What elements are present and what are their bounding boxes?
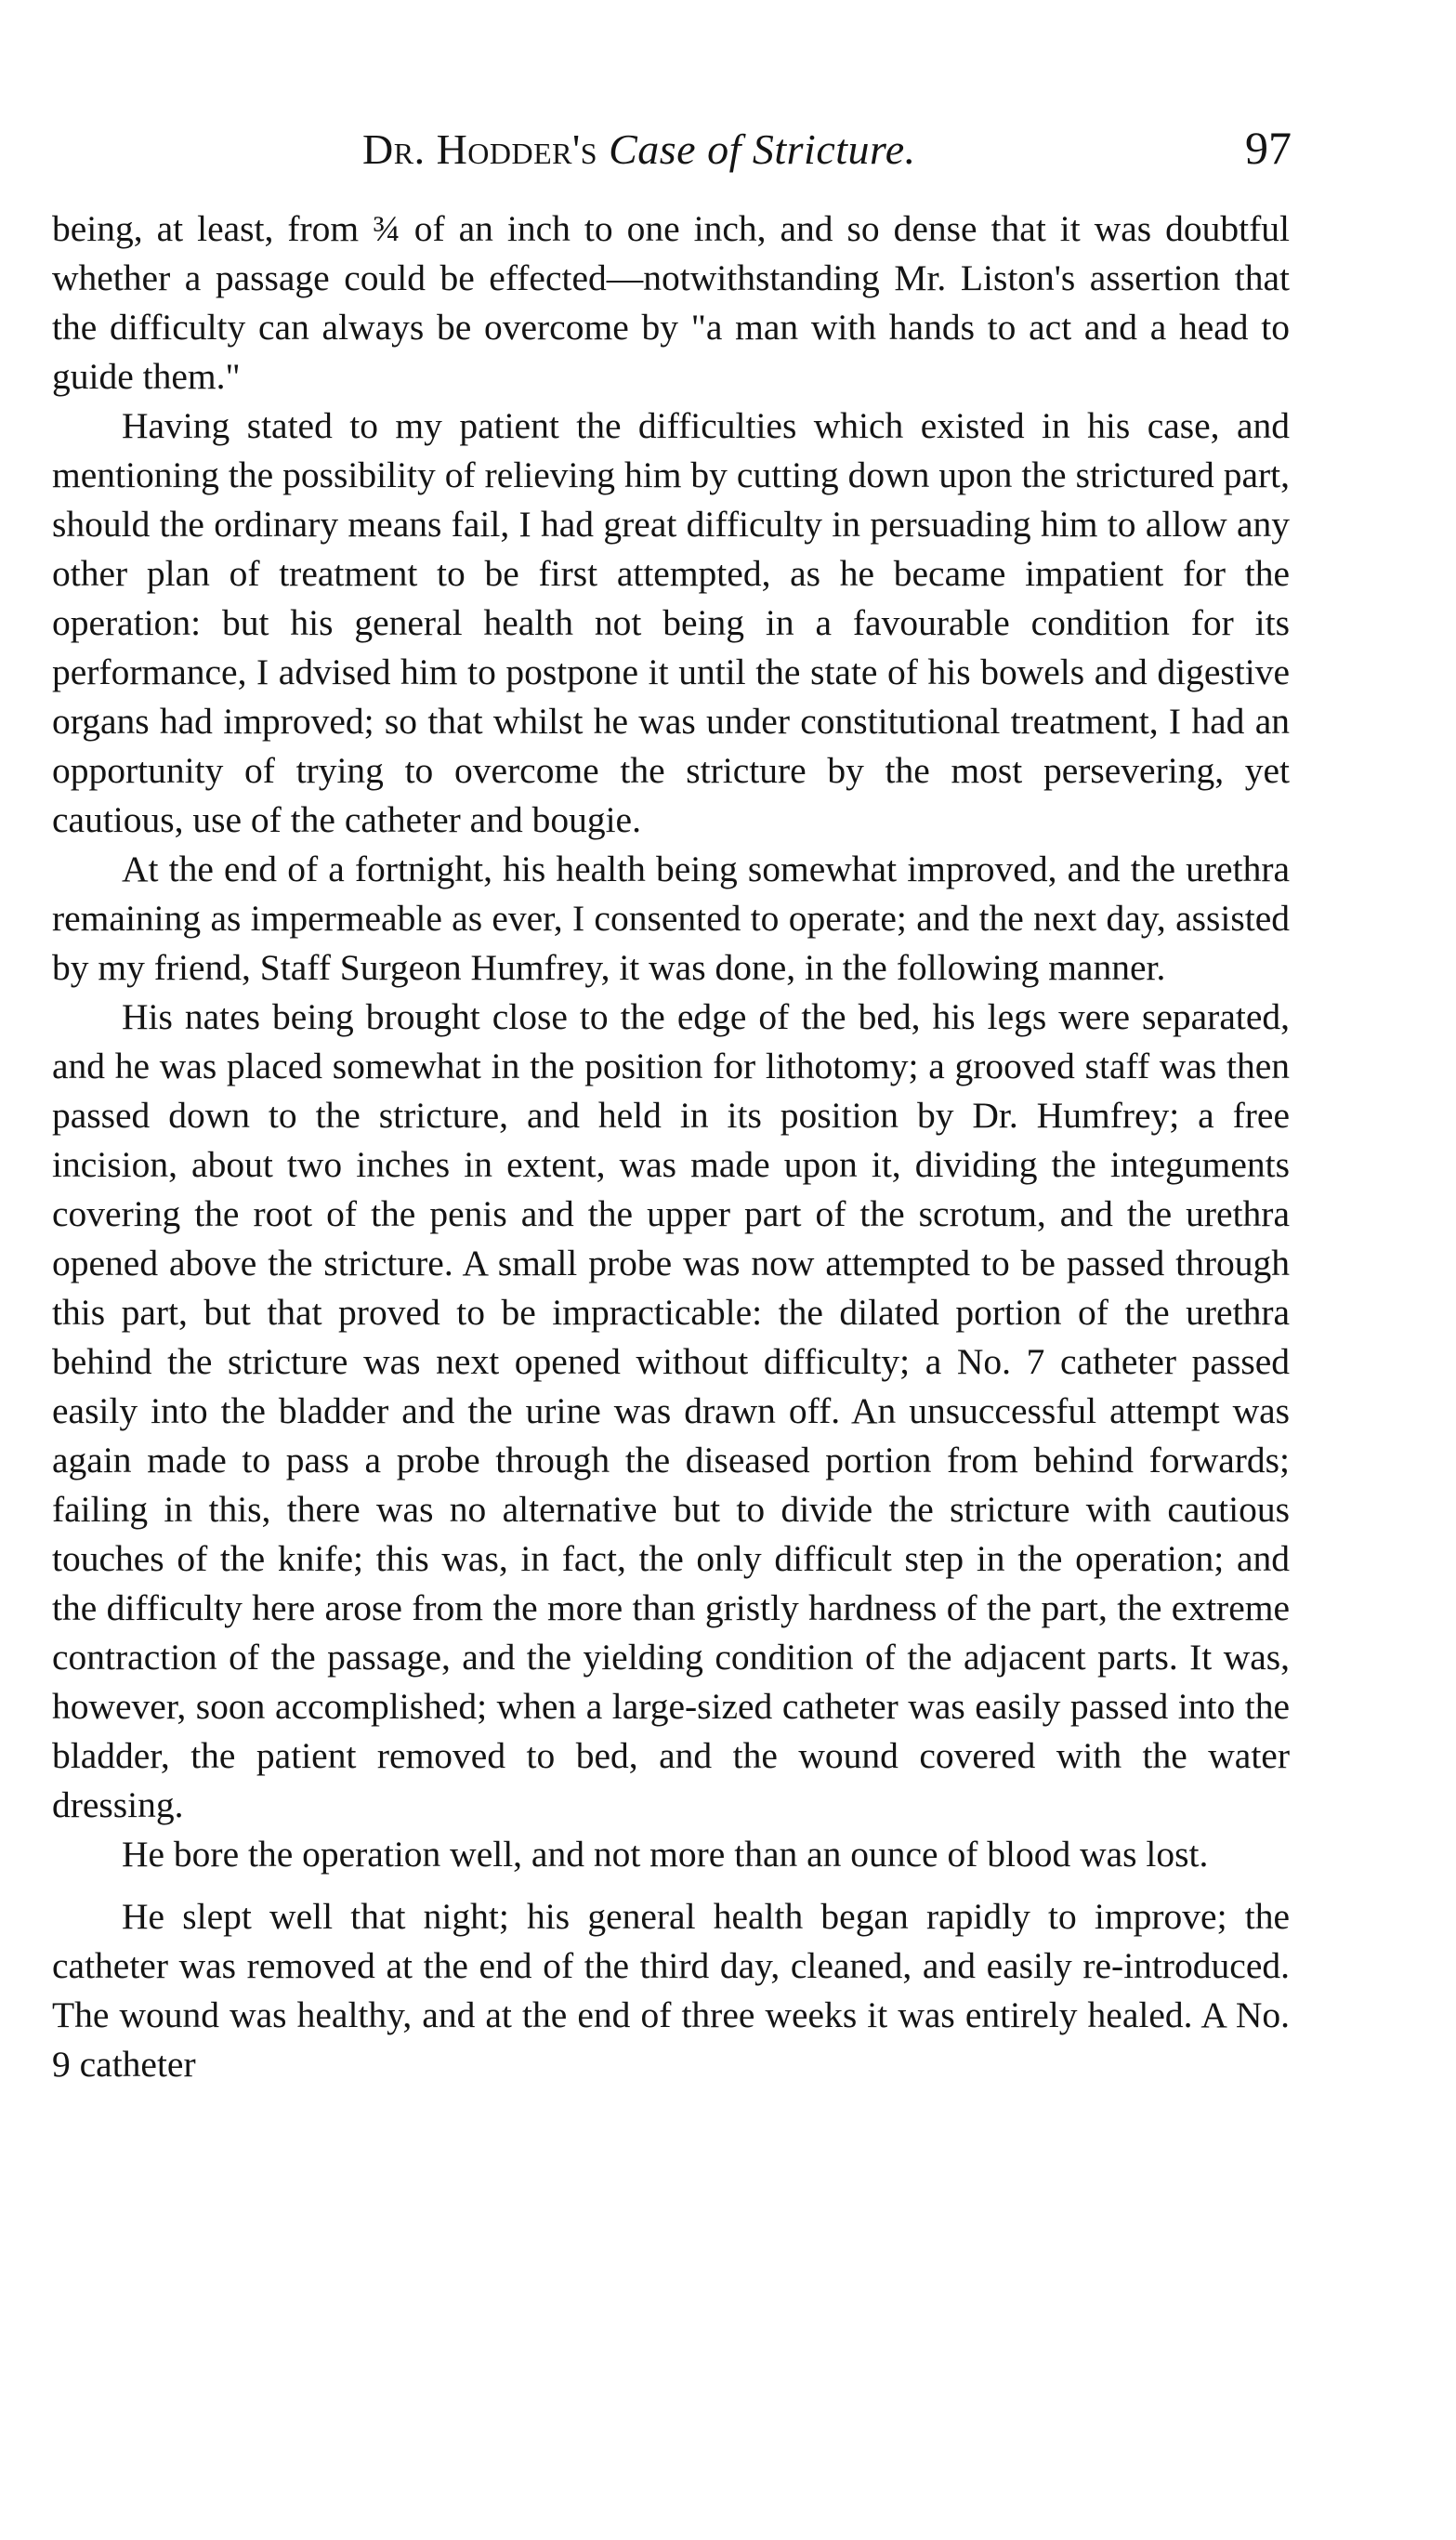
paragraph-4: His nates being brought close to the edge of the bed, his legs were separated, and he was placed somewhat in the position for lithotomy; a grooved staff was then passed down to the stricture, and held in its position by Dr. Humfrey; a free incision, about two inches in extent, was made upon it, dividing the integuments covering the root of the penis and the upper part of the scrotum, and the urethra opened above the stricture. A small probe was now attempted to be passed through this part, but that proved to be impracticable: the dilated portion of the urethra behind the stricture was next opened without difficulty; a No. 7 catheter passed easily into the bladder and the urine was drawn off. An unsuccessful attempt was again made to pass a probe through the diseased portion from behind forwards; failing in this, there was no alternative but to divide the stricture with cautious touches of the knife; this was, in fact, the only difficult step in the operation; and the difficulty here arose from the more than gristly hardness of the part, the extreme contraction of the passage, and the yielding condition of the adjacent parts. It was, however, soon accomplished; when a large-sized catheter was easily passed into the bladder, the patient removed to bed, and the wound covered with the water dressing. <box>52 996 1290 1825</box>
running-title <box>362 125 916 174</box>
paragraph-3: At the end of a fortnight, his health being somewhat improved, and the urethra remaining as impermeable as ever, I consented to operate; and the next day, assisted by my friend, Staff Surgeon Humfrey, it was done, in the following manner. <box>52 849 1290 988</box>
paragraph-5: He bore the operation well, and not more than an ounce of blood was lost. <box>122 1834 1209 1875</box>
page-number: 97 <box>1245 122 1292 174</box>
paragraph-2: Having stated to my patient the difficulties which existed in his case, and mentioning the possibility of relieving him by cutting down upon the strictured part, should the ordinary means fail, I had great difficulty in persuading him to allow any other plan of treatment to be first attempted, as he became impatient for the operation: but his general health not being in a favourable condition for its performance, I advised him to postpone it until the state of his bowels and digestive organs had improved; so that whilst he was under constitutional treatment, I had an opportunity of trying to overcome the stricture by the most persevering, yet cautious, use of the catheter and bougie. <box>52 405 1290 840</box>
body-text <box>52 204 1290 2089</box>
paragraph-6: He slept well that night; his general health began rapidly to improve; the catheter was removed at the end of the third day, cleaned, and easily re-introduced. The wound was healthy, and at the end of three weeks it was entirely healed. A No. 9 catheter <box>52 1896 1290 2085</box>
paragraph-1: being, at least, from ¾ of an inch to one inch, and so dense that it was doubtful whether a passage could be effected—notwithstanding Mr. Liston's assertion that the difficulty can always be overcome by "a man with hands to act and a head to guide them." <box>52 208 1290 397</box>
running-title-author: Dr. Hodder's <box>362 125 598 173</box>
running-title-subject: Case of Stricture. <box>609 125 916 173</box>
running-head <box>0 112 1456 186</box>
